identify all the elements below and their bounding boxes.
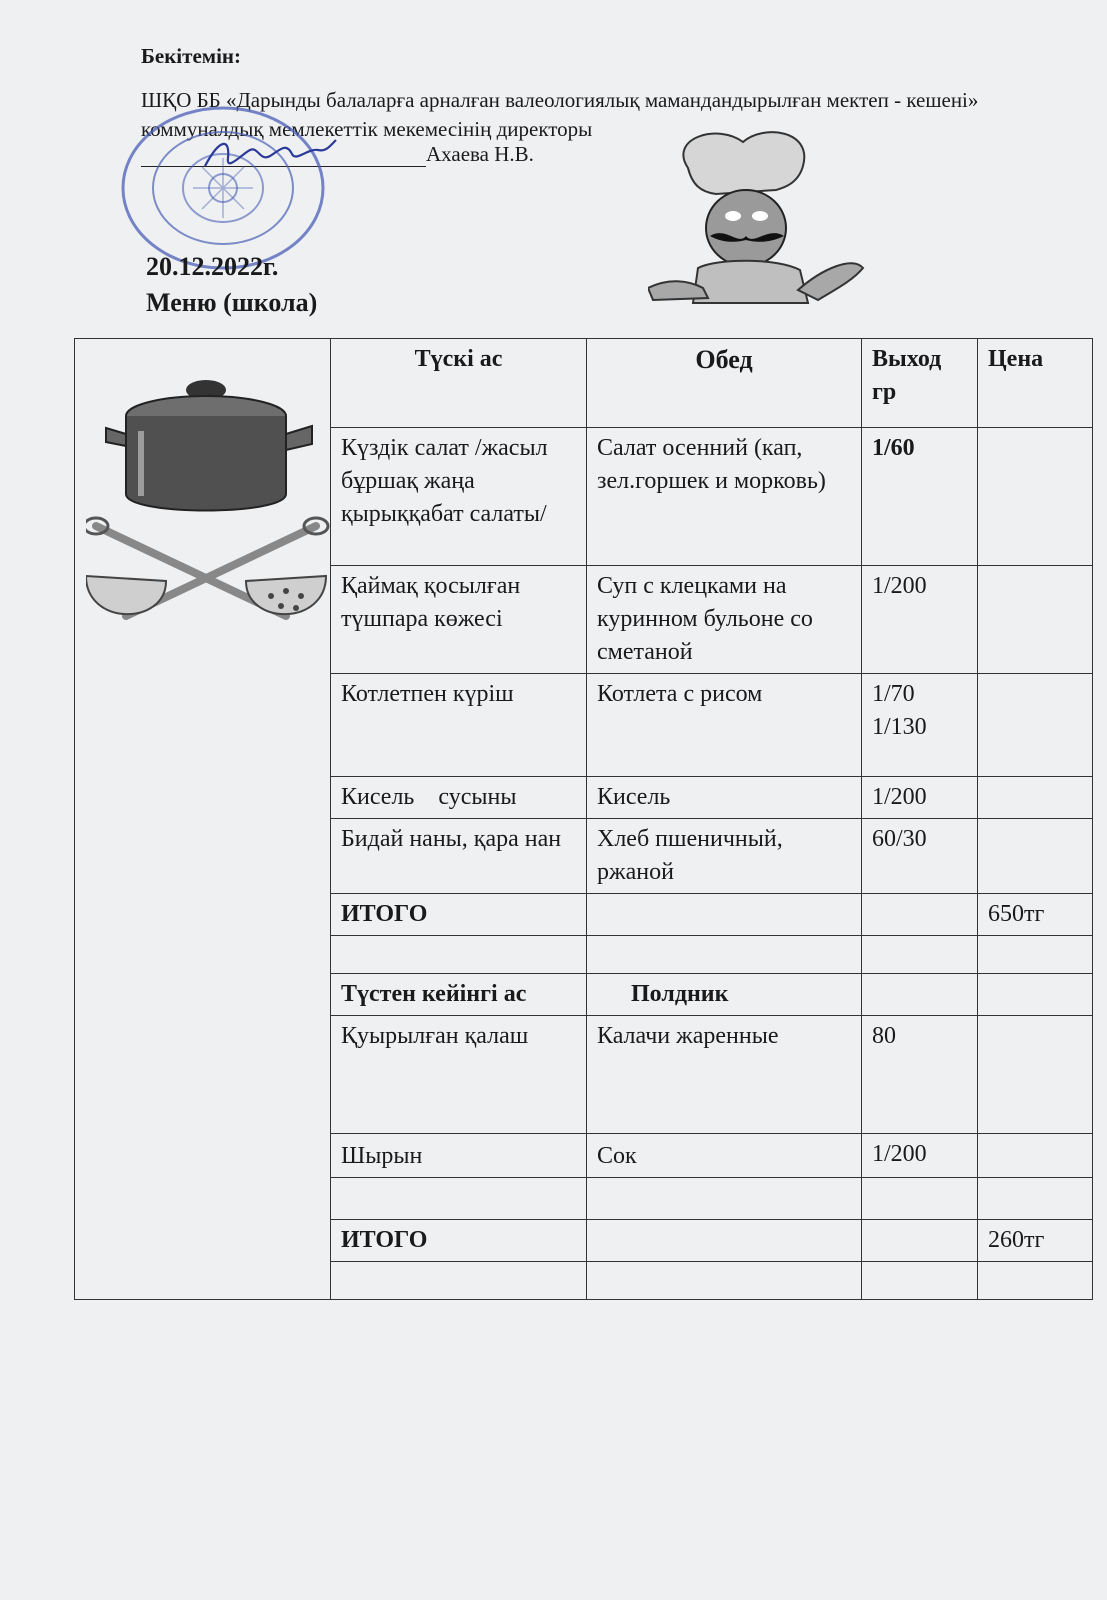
dish-weight: 1/70 1/130 (862, 674, 978, 777)
dish-weight: 1/200 (862, 566, 978, 674)
empty-cell (978, 1262, 1093, 1300)
approval-organization: ШҚО ББ «Дарынды балаларға арналған валеологиялық мамандандырылған мектеп - кешені» коммуналдық мемлекеттік мекемесінің директоры (141, 88, 979, 141)
dish-kz: Котлетпен күріш (331, 674, 587, 777)
dish-price (978, 777, 1093, 819)
dish-ru: Калачи жаренные (587, 1016, 862, 1134)
snack-total-price: 260тг (978, 1220, 1093, 1262)
menu-title: Меню (школа) (146, 288, 318, 317)
dish-ru: Суп с клецками на куринном бульоне со сметаной (587, 566, 862, 674)
header-price: Цена (978, 339, 1093, 428)
dish-kz: Шырын (331, 1134, 587, 1178)
cooking-pot-image (86, 376, 336, 644)
header-weight: Выход гр (862, 339, 978, 428)
empty-cell (978, 974, 1093, 1016)
empty-cell (587, 1262, 862, 1300)
handwritten-signature (200, 128, 340, 178)
dish-price (978, 566, 1093, 674)
empty-cell (862, 1262, 978, 1300)
dish-weight: 60/30 (862, 819, 978, 894)
dish-kz: Қуырылған қалаш (331, 1016, 587, 1134)
cartoon-chef-image (648, 128, 880, 326)
empty-cell (587, 1220, 862, 1262)
dish-price (978, 674, 1093, 777)
empty-cell (587, 1178, 862, 1220)
dish-weight: 1/200 (862, 1134, 978, 1178)
empty-cell (331, 1178, 587, 1220)
empty-cell (862, 974, 978, 1016)
empty-cell (862, 936, 978, 974)
header-ru: Обед (587, 339, 862, 428)
lunch-total-label: ИТОГО (331, 894, 587, 936)
approval-title: Бекітемін: (141, 44, 242, 68)
empty-cell (862, 894, 978, 936)
header-kz: Түскі ас (331, 339, 587, 428)
empty-cell (978, 1178, 1093, 1220)
dish-price (978, 1016, 1093, 1134)
empty-cell (978, 936, 1093, 974)
dish-ru: Сок (587, 1134, 862, 1178)
empty-cell (862, 1178, 978, 1220)
empty-cell (587, 936, 862, 974)
dish-kz: Кисель сусыны (331, 777, 587, 819)
signer-name: Ахаева Н.В. (426, 142, 534, 166)
dish-kz: Күздік салат /жасыл бұршақ жаңа қырыққабат салаты/ (331, 428, 587, 566)
empty-cell (862, 1220, 978, 1262)
dish-weight: 1/60 (862, 428, 978, 566)
dish-ru: Салат осенний (кап, зел.горшек и морковь) (587, 428, 862, 566)
dish-kz: Қаймақ қосылған түшпара көжесі (331, 566, 587, 674)
snack-header-kz: Түстен кейінгі ас (331, 974, 587, 1016)
snack-header-ru: Полдник (587, 974, 862, 1016)
snack-total-label: ИТОГО (331, 1220, 587, 1262)
empty-cell (331, 1262, 587, 1300)
dish-ru: Котлета с рисом (587, 674, 862, 777)
dish-price (978, 819, 1093, 894)
dish-ru: Кисель (587, 777, 862, 819)
dish-price (978, 428, 1093, 566)
menu-date: 20.12.2022г. (146, 252, 279, 281)
lunch-total-price: 650тг (978, 894, 1093, 936)
empty-cell (331, 936, 587, 974)
dish-kz: Бидай наны, қара нан (331, 819, 587, 894)
dish-ru: Хлеб пшеничный, ржаной (587, 819, 862, 894)
dish-price (978, 1134, 1093, 1178)
dish-weight: 80 (862, 1016, 978, 1134)
dish-weight: 1/200 (862, 777, 978, 819)
empty-cell (587, 894, 862, 936)
